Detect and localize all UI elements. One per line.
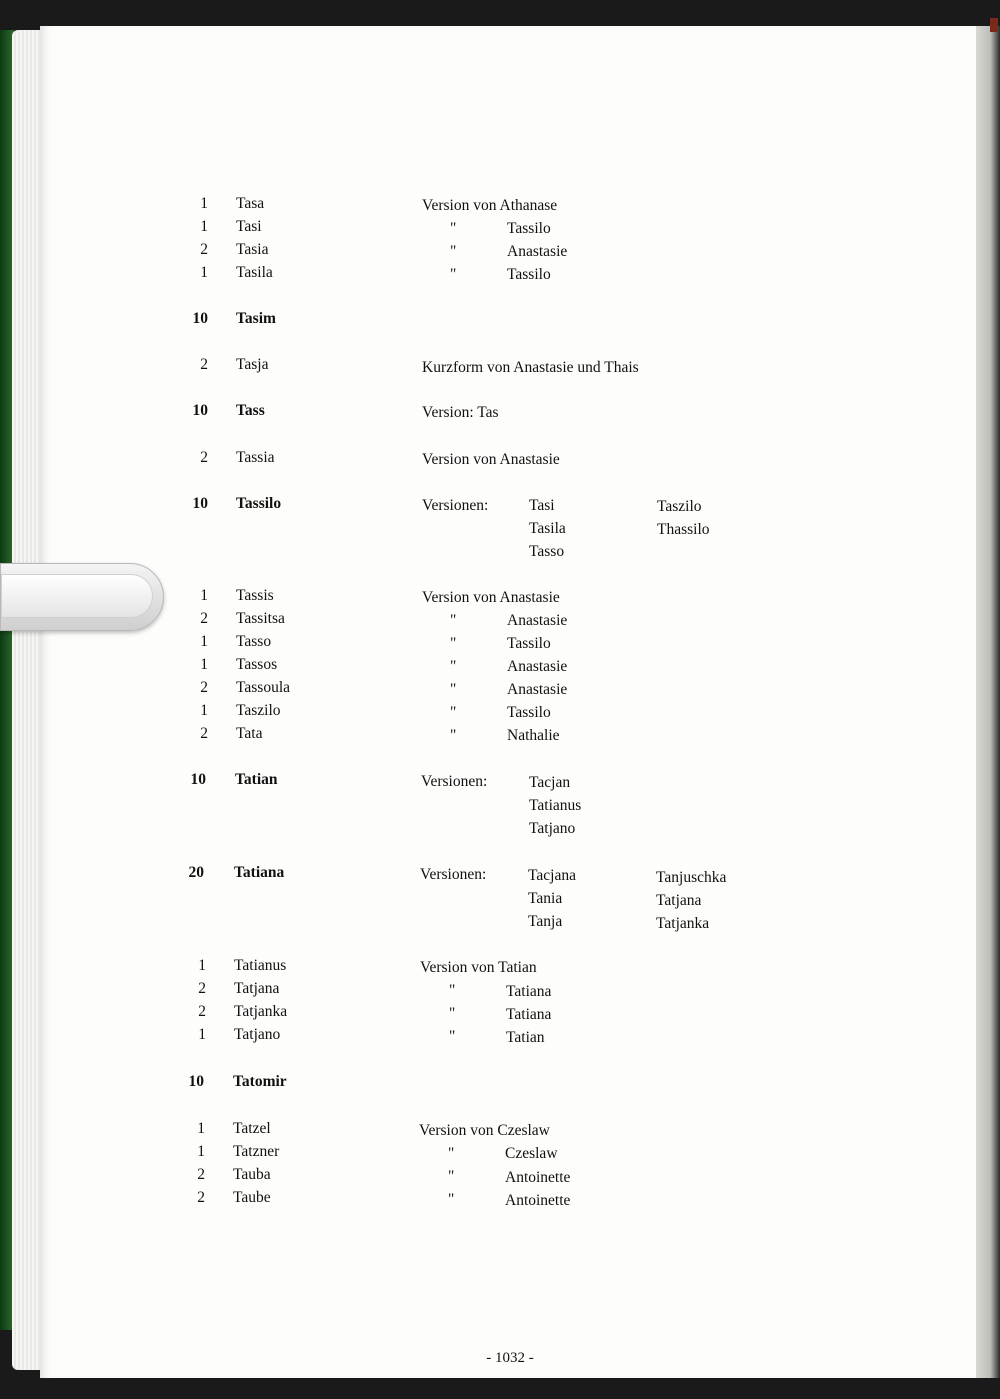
entry-name: Tass: [236, 402, 265, 419]
entry-count: 2: [198, 980, 206, 997]
ditto-mark: ": [448, 1168, 455, 1185]
entry-count: 10: [192, 310, 208, 327]
entry-name: Tatzner: [233, 1143, 280, 1160]
entry-name: Tassia: [236, 449, 275, 466]
version-name: Tacjan: [529, 774, 571, 791]
entry-reference: Tassilo: [507, 704, 551, 721]
entry-description: Version von Anastasie: [422, 451, 560, 468]
entry-name: Tatian: [235, 771, 278, 788]
entry-count: 10: [190, 771, 206, 788]
index-tab-inner: [1, 574, 153, 618]
entry-description: Version von Anastasie: [422, 589, 560, 606]
entry-name: Tatiana: [234, 864, 285, 881]
entry-name: Tatjano: [234, 1026, 281, 1043]
entry-name: Tatianus: [234, 957, 287, 974]
entry-reference: Tassilo: [507, 635, 551, 652]
entry-name: Tatomir: [233, 1073, 287, 1090]
ditto-mark: ": [450, 243, 457, 260]
entry-reference: Tassilo: [507, 266, 551, 283]
ditto-mark: ": [450, 266, 457, 283]
ditto-mark: ": [449, 1005, 456, 1022]
entry-name: Tassilo: [236, 495, 282, 512]
entry-name: Tasi: [236, 218, 262, 235]
entry-count: 2: [198, 1003, 206, 1020]
document-page: [40, 26, 978, 1378]
version-name: Tatjana: [656, 892, 702, 909]
entry-reference: Anastasie: [507, 658, 568, 675]
entry-reference: Tatian: [506, 1029, 545, 1046]
entry-reference: Anastasie: [507, 612, 568, 629]
entry-reference: Tassilo: [507, 220, 551, 237]
entry-count: 2: [200, 241, 208, 258]
entry-count: 2: [200, 725, 208, 742]
entry-description: Version von Czeslaw: [419, 1122, 550, 1139]
entry-name: Tasso: [236, 633, 272, 650]
versions-label: Versionen:: [422, 497, 489, 514]
entry-reference: Antoinette: [505, 1192, 571, 1209]
ditto-mark: ": [450, 704, 457, 721]
right-page-edge: [976, 26, 1000, 1378]
entry-count: 1: [200, 633, 208, 650]
versions-label: Versionen:: [421, 773, 488, 790]
ditto-mark: ": [449, 982, 456, 999]
entry-count: 2: [200, 449, 208, 466]
entry-count: 20: [188, 864, 204, 881]
entry-count: 1: [197, 1120, 205, 1137]
ditto-mark: ": [450, 727, 457, 744]
entry-name: Tata: [236, 725, 263, 742]
version-name: Tatianus: [529, 797, 582, 814]
entry-count: 1: [198, 1026, 206, 1043]
ditto-mark: ": [450, 681, 457, 698]
version-name: Tanjuschka: [656, 869, 727, 886]
entry-count: 2: [200, 356, 208, 373]
entry-count: 2: [200, 679, 208, 696]
entry-description: Kurzform von Anastasie und Thais: [422, 359, 639, 376]
version-name: Tasi: [529, 497, 555, 514]
ditto-mark: ": [448, 1145, 455, 1162]
entry-reference: Czeslaw: [505, 1145, 558, 1162]
entry-name: Tauba: [233, 1166, 271, 1183]
entry-count: 10: [192, 495, 208, 512]
entry-count: 1: [200, 264, 208, 281]
version-name: Thassilo: [657, 521, 710, 538]
index-tab[interactable]: [0, 563, 164, 631]
entry-reference: Nathalie: [507, 727, 560, 744]
entry-name: Tasa: [236, 195, 265, 212]
entry-count: 2: [197, 1166, 205, 1183]
entry-name: Tasim: [236, 310, 276, 327]
version-name: Tanja: [528, 913, 563, 930]
page-stack-edge: [12, 30, 42, 1370]
version-name: Tasso: [529, 543, 565, 560]
entry-name: Tatzel: [233, 1120, 271, 1137]
entry-name: Tasia: [236, 241, 269, 258]
entry-reference: Tatiana: [506, 983, 552, 1000]
entry-name: Tassos: [236, 656, 278, 673]
entry-count: 1: [200, 195, 208, 212]
entry-reference: Anastasie: [507, 681, 568, 698]
entry-count: 1: [200, 656, 208, 673]
entry-count: 1: [197, 1143, 205, 1160]
entry-description: Version von Athanase: [422, 197, 558, 214]
version-name: Tacjana: [528, 867, 576, 884]
ditto-mark: ": [450, 220, 457, 237]
entry-name: Tassoula: [236, 679, 291, 696]
versions-label: Versionen:: [420, 866, 487, 883]
entry-reference: Antoinette: [505, 1169, 571, 1186]
entry-name: Taszilo: [236, 702, 281, 719]
entry-count: 10: [192, 402, 208, 419]
ditto-mark: ": [450, 635, 457, 652]
entry-description: Version: Tas: [422, 404, 499, 421]
ditto-mark: ": [449, 1028, 456, 1045]
ditto-mark: ": [448, 1191, 455, 1208]
version-name: Tatjano: [529, 820, 576, 837]
entry-count: 2: [200, 610, 208, 627]
bookmark-ribbon: [990, 18, 998, 32]
entry-name: Tassitsa: [236, 610, 285, 627]
entry-count: 1: [200, 702, 208, 719]
entry-count: 1: [198, 957, 206, 974]
entry-count: 1: [200, 587, 208, 604]
version-name: Taszilo: [657, 498, 702, 515]
entry-name: Tasja: [236, 356, 269, 373]
version-name: Tania: [528, 890, 563, 907]
entry-reference: Tatiana: [506, 1006, 552, 1023]
version-name: Tatjanka: [656, 915, 710, 932]
entry-name: Tasila: [236, 264, 273, 281]
entry-count: 10: [188, 1073, 204, 1090]
ditto-mark: ": [450, 658, 457, 675]
page-number: - 1032 -: [486, 1350, 534, 1366]
entry-name: Tassis: [236, 587, 274, 604]
entry-name: Taube: [233, 1189, 271, 1206]
version-name: Tasila: [529, 520, 566, 537]
ditto-mark: ": [450, 612, 457, 629]
entry-count: 2: [197, 1189, 205, 1206]
entry-count: 1: [200, 218, 208, 235]
entry-name: Tatjanka: [234, 1003, 288, 1020]
entry-reference: Anastasie: [507, 243, 568, 260]
entry-description: Version von Tatian: [420, 959, 537, 976]
entry-name: Tatjana: [234, 980, 280, 997]
